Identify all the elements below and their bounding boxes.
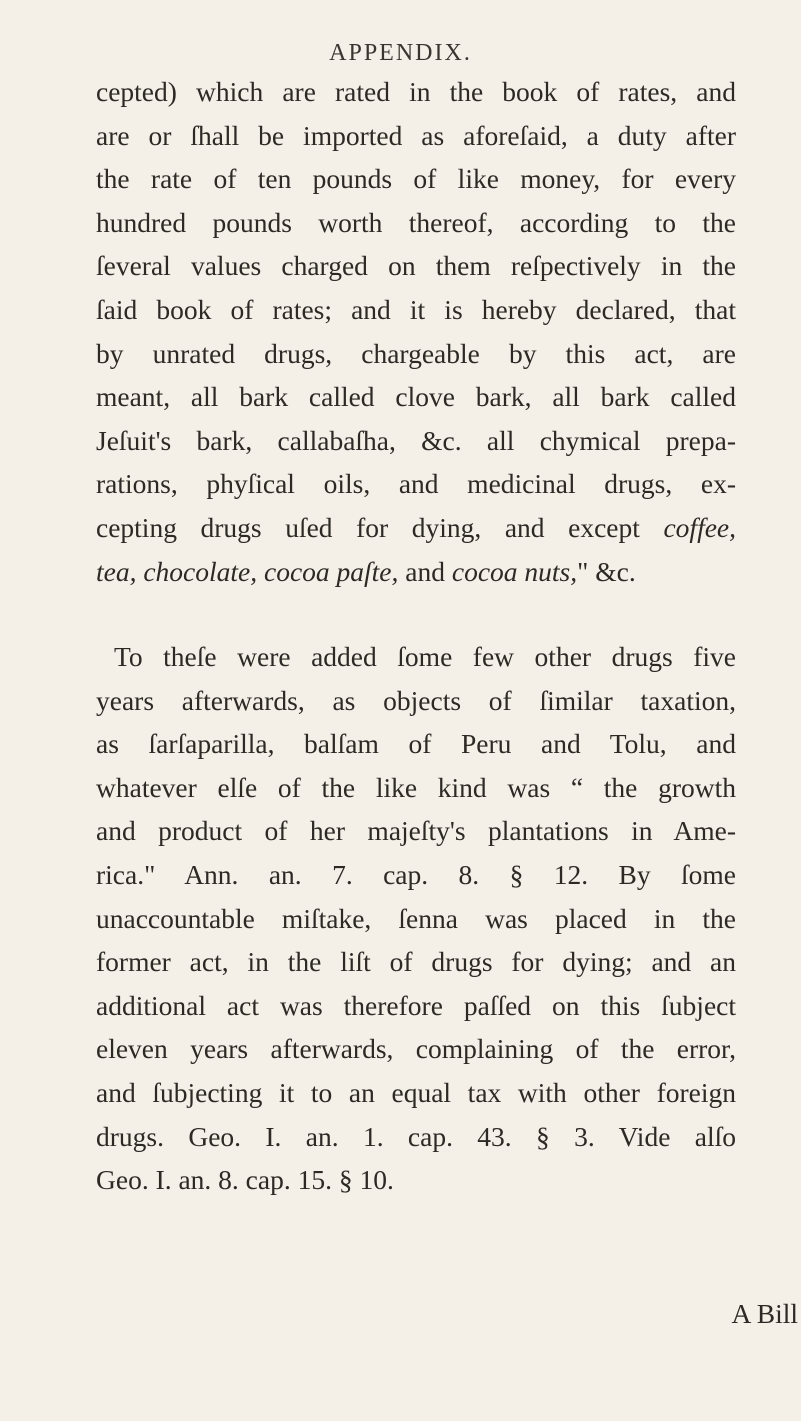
text-line: To theſe were added ſome few other drugs five [114,641,736,672]
catchword-text: A Bill [731,1298,798,1329]
text-line: Geo. I. an. 8. cap. 15. § 10. [96,1164,394,1196]
text-line: the rate of ten pounds of like money, for every [96,163,736,195]
text-line: former act, in the liſt of drugs for dying; and an [96,946,736,978]
text-line: Jeſuit's bark, callabaſha, &c. all chymical prepa- [96,424,736,456]
text-line: rations, phyſical oils, and medicinal drugs, ex- [96,468,736,500]
text-line: whatever elſe of the like kind was “ the growth [96,771,736,803]
italic-segment: cocoa nuts, [451,555,578,587]
text-line-mixed [96,550,736,594]
text-line: drugs. Geo. I. an. 1. cap. 43. § 3. Vide alſo [96,1120,736,1152]
running-head: APPENDIX. [329,40,472,66]
text-segment: and [398,555,452,587]
text-line: meant, all bark called clove bark, all bark called [96,381,736,413]
text-line: and product of her majeſty's plantations in Ame- [96,815,736,847]
paragraph-2 [96,635,736,1202]
text-line: hundred pounds worth thereof, according to the [96,206,736,238]
text-line-mixed [96,506,736,550]
italic-segment: tea, chocolate, cocoa paſte, [96,555,399,587]
text-line: are or ſhall be imported as aforeſaid, a duty after [96,119,736,151]
text-segment: cepting drugs uſed for dying, and except [96,511,664,543]
text-line: eleven years afterwards, complaining of the error, [96,1033,736,1065]
text-line: as ſarſaparilla, balſam of Peru and Tolu, and [96,728,736,760]
text-line: rica." Ann. an. 7. cap. 8. § 12. By ſome [96,858,736,890]
text-segment: " &c. [577,555,636,587]
text-line: unaccountable miſtake, ſenna was placed in the [96,902,736,934]
text-line: years afterwards, as objects of ſimilar taxation, [96,684,736,716]
catchword [0,1298,798,1330]
paragraph-1 [96,70,736,593]
text-line: cepted) which are rated in the book of rates, and [96,76,736,107]
text-line: ſaid book of rates; and it is hereby declared, that [96,293,736,325]
text-line: ſeveral values charged on them reſpectively in the [96,250,736,282]
italic-segment: coffee, [663,511,736,543]
text-line: and ſubjecting it to an equal tax with other foreign [96,1076,736,1108]
text-line: additional act was therefore paſſed on this ſubject [96,989,736,1021]
text-line: by unrated drugs, chargeable by this act, are [96,337,736,369]
